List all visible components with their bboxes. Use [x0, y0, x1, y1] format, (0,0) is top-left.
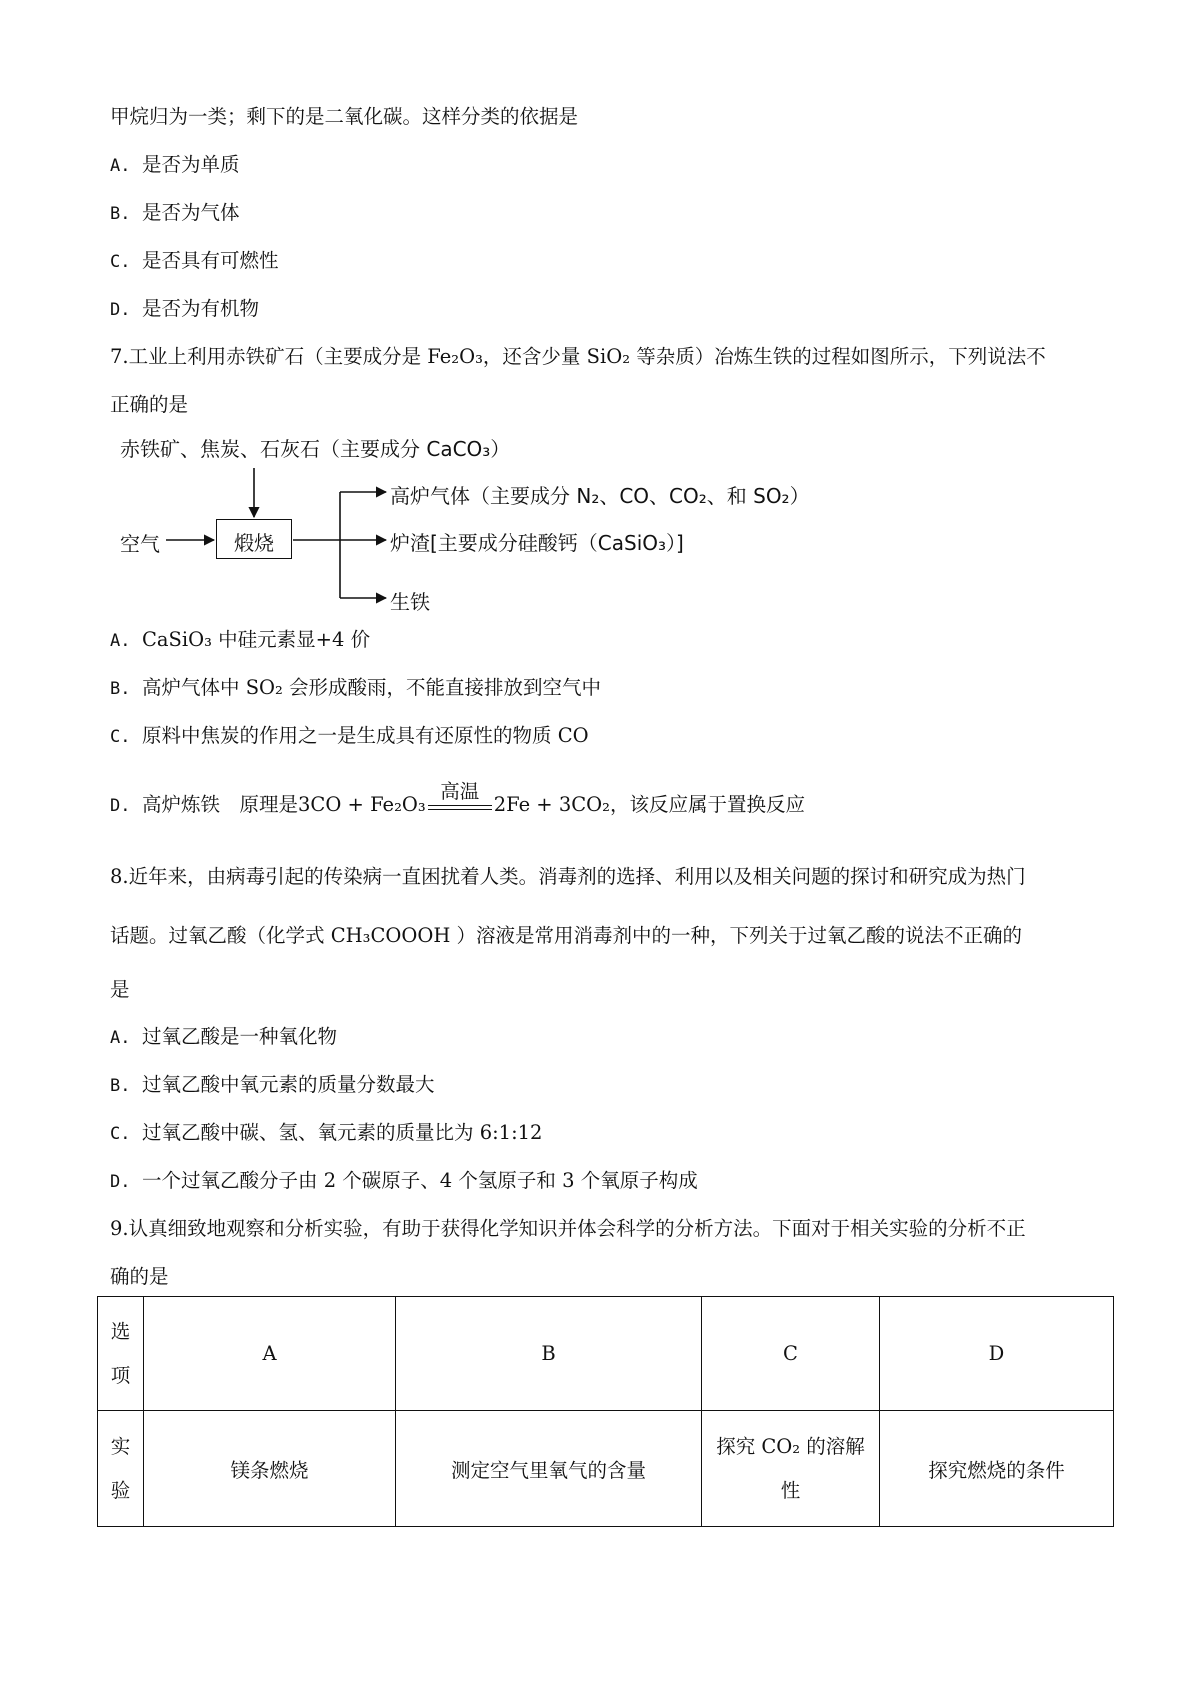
q9-stem-line2: 确的是 — [110, 1265, 169, 1288]
table-cell: C — [702, 1297, 880, 1411]
q7-option-d — [110, 780, 805, 816]
q8-option-a — [110, 1027, 337, 1047]
q7-stem-line2: 正确的是 — [110, 393, 189, 416]
diagram-air-label: 空气 — [120, 532, 160, 556]
row-header-cell — [98, 1297, 144, 1411]
option-text: 一个过氧乙酸分子由 2 个碳原子、4 个氢原子和 3 个氧原子构成 — [142, 1169, 698, 1192]
option-text: 是否为有机物 — [142, 297, 260, 320]
diagram-output-slag: 炉渣[主要成分硅酸钙（CaSiO₃）] — [390, 531, 684, 555]
table-cell: 测定空气里氧气的含量 — [396, 1411, 702, 1527]
option-text: 过氧乙酸是一种氧化物 — [142, 1025, 338, 1048]
option-text: 原料中焦炭的作用之一是生成具有还原性的物质 CO — [142, 724, 589, 747]
option-text: CaSiO₃ 中硅元素显+4 价 — [142, 628, 371, 651]
option-letter: A. — [110, 1028, 131, 1048]
diagram-raw-materials: 赤铁矿、焦炭、石灰石（主要成分 CaCO₃） — [120, 437, 511, 461]
q7-option-a — [110, 630, 370, 650]
option-text: 是否具有可燃性 — [142, 249, 279, 272]
option-letter: D. — [110, 300, 131, 320]
row-header-label: 实验 — [110, 1434, 131, 1502]
q8-stem-line2: 话题。过氧乙酸（化学式 CH₃COOOH ）溶液是常用消毒剂中的一种，下列关于过氧乙酸的说法不正确的 — [110, 924, 1023, 947]
diagram-output-gas: 高炉气体（主要成分 N₂、CO、CO₂、和 SO₂） — [390, 484, 810, 508]
q8-option-c — [110, 1123, 542, 1143]
option-letter: A. — [110, 156, 131, 176]
diagram-process-label: 煅烧 — [234, 531, 274, 555]
q7-option-b — [110, 678, 601, 698]
equals-sign — [428, 805, 492, 810]
diagram-arrows — [0, 0, 1200, 640]
option-text: 是否为气体 — [142, 201, 240, 224]
option-letter: B. — [110, 679, 131, 699]
table-row — [98, 1297, 1114, 1411]
option-text-before: 高炉炼铁 原理是 — [142, 793, 299, 816]
row-header-label: 选项 — [110, 1319, 131, 1387]
q8-option-b — [110, 1075, 435, 1095]
option-text: 过氧乙酸中氧元素的质量分数最大 — [142, 1073, 435, 1096]
table-cell — [702, 1411, 880, 1527]
q8-stem-line1: 8.近年来，由病毒引起的传染病一直困扰着人类。消毒剂的选择、利用以及相关问题的探讨和研究成为热门 — [110, 865, 1026, 888]
table-row — [98, 1411, 1114, 1527]
q9-stem-line1: 9.认真细致地观察和分析实验，有助于获得化学知识并体会科学的分析方法。下面对于相关实验的分析不正 — [110, 1217, 1026, 1240]
option-text: 是否为单质 — [142, 153, 240, 176]
option-letter: D. — [110, 1172, 131, 1192]
option-text-after: ，该反应属于置换反应 — [609, 793, 805, 816]
table-cell: B — [396, 1297, 702, 1411]
q6-stem-end: 甲烷归为一类；剩下的是二氧化碳。这样分类的依据是 — [110, 105, 579, 128]
table-cell: 镁条燃烧 — [144, 1411, 396, 1527]
table-cell: D — [880, 1297, 1114, 1411]
option-letter: B. — [110, 1076, 131, 1096]
option-letter: C. — [110, 727, 131, 747]
table-cell: A — [144, 1297, 396, 1411]
q8-stem-line3: 是 — [110, 978, 130, 1001]
option-letter: C. — [110, 252, 131, 272]
q7-option-c — [110, 726, 589, 746]
diagram-output-iron: 生铁 — [390, 590, 430, 614]
option-letter: A. — [110, 631, 131, 651]
option-text: 过氧乙酸中碳、氢、氧元素的质量比为 6:1:12 — [142, 1121, 543, 1144]
table-cell: 探究燃烧的条件 — [880, 1411, 1114, 1527]
cell-text: 探究 CO₂ 的溶解性 — [716, 1434, 865, 1502]
option-letter: B. — [110, 204, 131, 224]
equation-left: 3CO + Fe₂O₃ — [298, 793, 426, 816]
option-letter: D. — [110, 796, 131, 816]
equation-condition: 高温 — [440, 780, 480, 803]
q7-stem-line1: 7.工业上利用赤铁矿石（主要成分是 Fe₂O₃，还含少量 SiO₂ 等杂质）冶炼生铁的过程如图所示，下列说法不 — [110, 345, 1046, 368]
row-header-cell — [98, 1411, 144, 1527]
equation-right: 2Fe + 3CO₂ — [493, 793, 610, 816]
q8-option-d — [110, 1171, 698, 1191]
option-letter: C. — [110, 1124, 131, 1144]
q9-table — [97, 1296, 1114, 1527]
option-text: 高炉气体中 SO₂ 会形成酸雨，不能直接排放到空气中 — [142, 676, 602, 699]
